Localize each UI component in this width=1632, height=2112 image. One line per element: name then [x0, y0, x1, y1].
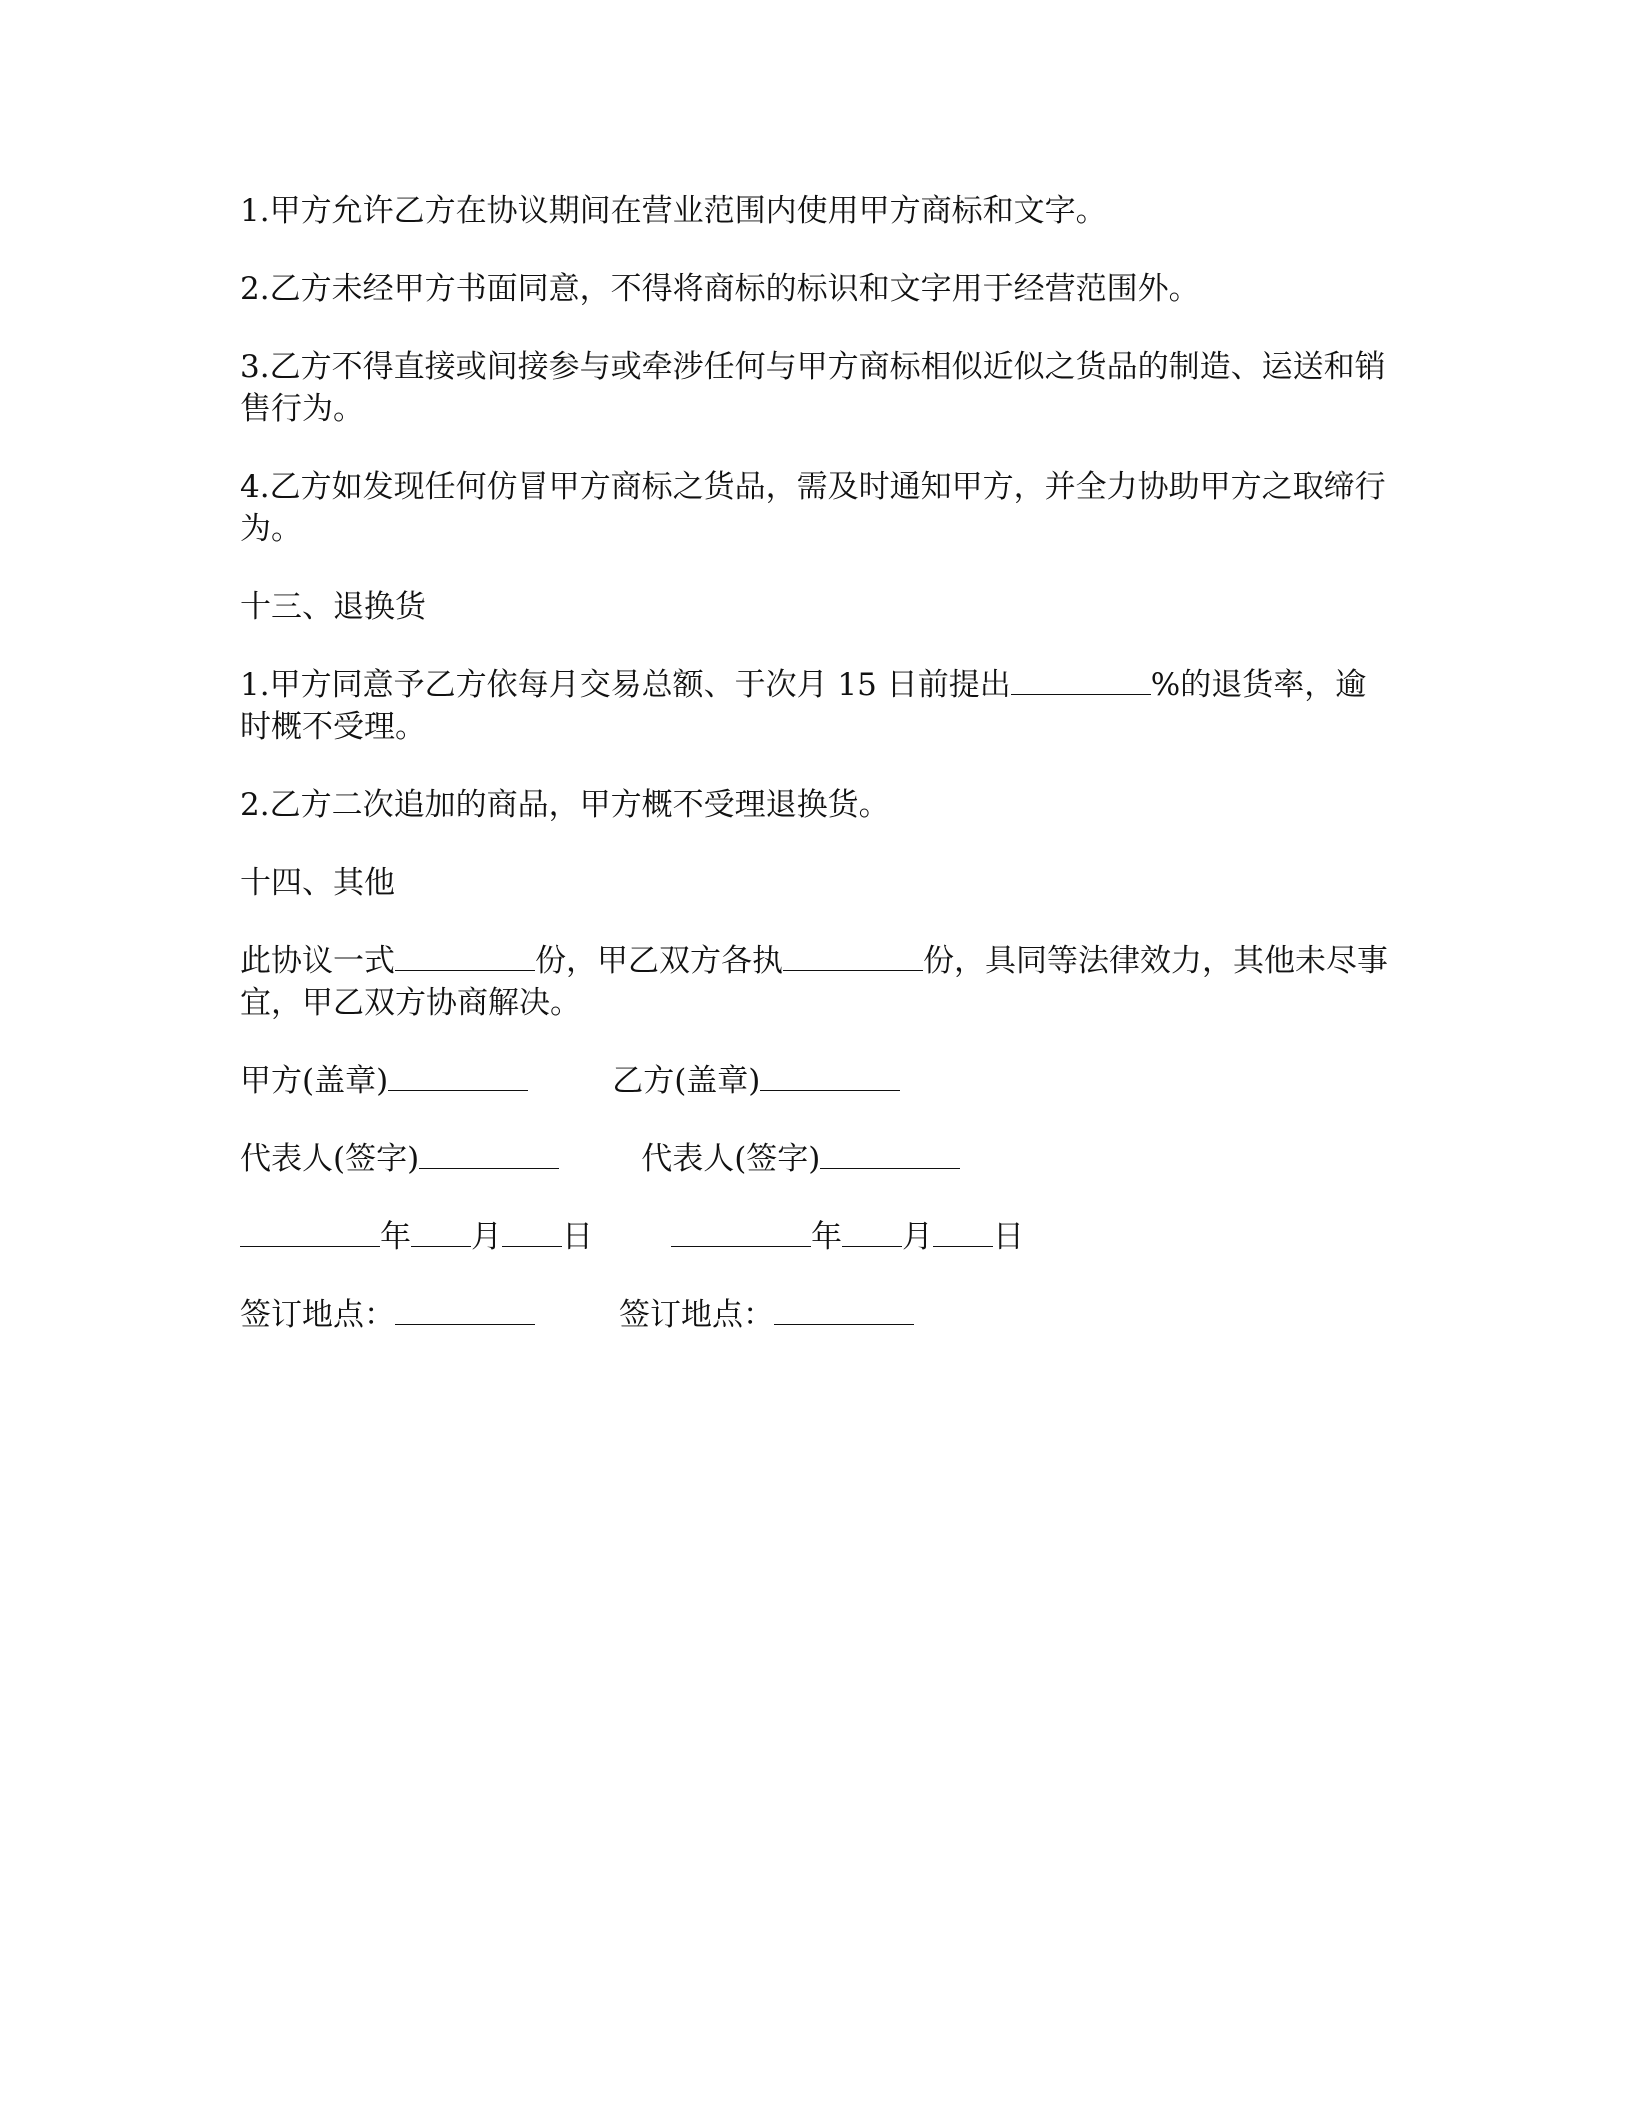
party-a-seal — [240, 1060, 528, 1102]
clause-2: 2.乙方未经甲方书面同意，不得将商标的标识和文字用于经营范围外。 — [240, 271, 1200, 307]
party-b-rep-blank[interactable] — [820, 1138, 960, 1169]
party-b-year-blank[interactable] — [671, 1216, 811, 1247]
party-a-date — [240, 1216, 593, 1258]
place-row — [240, 1294, 1390, 1336]
copies-text-1: 此协议一式 — [240, 943, 395, 979]
party-b-rep-label: 代表人(签字) — [641, 1141, 821, 1177]
section-14-text — [240, 940, 1390, 1024]
party-a-month-blank[interactable] — [411, 1216, 471, 1247]
section-14-heading: 十四、其他 — [240, 865, 395, 901]
clause-3: 3.乙方不得直接或间接参与或牵涉任何与甲方商标相似近似之货品的制造、运送和销售行为。 — [240, 349, 1386, 427]
party-a-rep — [240, 1138, 559, 1180]
clause-4: 4.乙方如发现任何仿冒甲方商标之货品，需及时通知甲方，并全力协助甲方之取缔行为。 — [240, 469, 1386, 547]
party-b-seal — [612, 1060, 900, 1102]
return-rate-blank[interactable] — [1011, 664, 1151, 695]
party-b-seal-label: 乙方(盖章) — [612, 1063, 761, 1099]
party-b-date — [671, 1216, 1024, 1258]
total-copies-blank[interactable] — [395, 940, 535, 971]
party-a-rep-blank[interactable] — [419, 1138, 559, 1169]
party-a-day-blank[interactable] — [502, 1216, 562, 1247]
party-b-day-label: 日 — [993, 1219, 1024, 1255]
party-a-day-label: 日 — [562, 1219, 593, 1255]
party-a-place-label: 签订地点： — [240, 1297, 395, 1333]
seal-row — [240, 1060, 1390, 1102]
date-row — [240, 1216, 1390, 1258]
section-13-heading: 十三、退换货 — [240, 589, 426, 625]
clause-1: 1.甲方允许乙方在协议期间在营业范围内使用甲方商标和文字。 — [240, 193, 1107, 229]
party-b-year-label: 年 — [811, 1219, 842, 1255]
party-a-month-label: 月 — [471, 1219, 502, 1255]
party-b-rep — [641, 1138, 960, 1180]
party-a-rep-label: 代表人(签字) — [240, 1141, 420, 1177]
section-13-item-2: 2.乙方二次追加的商品，甲方概不受理退换货。 — [240, 787, 890, 823]
section-13-item-1 — [240, 664, 1390, 748]
party-b-month-blank[interactable] — [842, 1216, 902, 1247]
party-a-year-blank[interactable] — [240, 1216, 380, 1247]
document-body — [240, 190, 1390, 1372]
party-a-year-label: 年 — [380, 1219, 411, 1255]
party-a-place-blank[interactable] — [395, 1294, 535, 1325]
copies-text-3: 份，具同等法律效力，其他未尽事宜，甲乙双方协商解决。 — [240, 943, 1388, 1021]
party-b-seal-blank[interactable] — [760, 1060, 900, 1091]
return-rate-text-before: 1.甲方同意予乙方依每月交易总额、于次月 15 日前提出 — [240, 667, 1011, 703]
copies-each-blank[interactable] — [783, 940, 923, 971]
party-a-seal-blank[interactable] — [388, 1060, 528, 1091]
copies-text-2: 份，甲乙双方各执 — [535, 943, 783, 979]
party-b-place-blank[interactable] — [774, 1294, 914, 1325]
party-a-place — [240, 1294, 535, 1336]
party-a-seal-label: 甲方(盖章) — [240, 1063, 389, 1099]
party-b-place — [619, 1294, 914, 1336]
party-b-day-blank[interactable] — [933, 1216, 993, 1247]
representative-row — [240, 1138, 1390, 1180]
return-rate-text-after: %的退货率，逾时概不受理。 — [240, 667, 1367, 745]
party-b-place-label: 签订地点： — [619, 1297, 774, 1333]
party-b-month-label: 月 — [902, 1219, 933, 1255]
